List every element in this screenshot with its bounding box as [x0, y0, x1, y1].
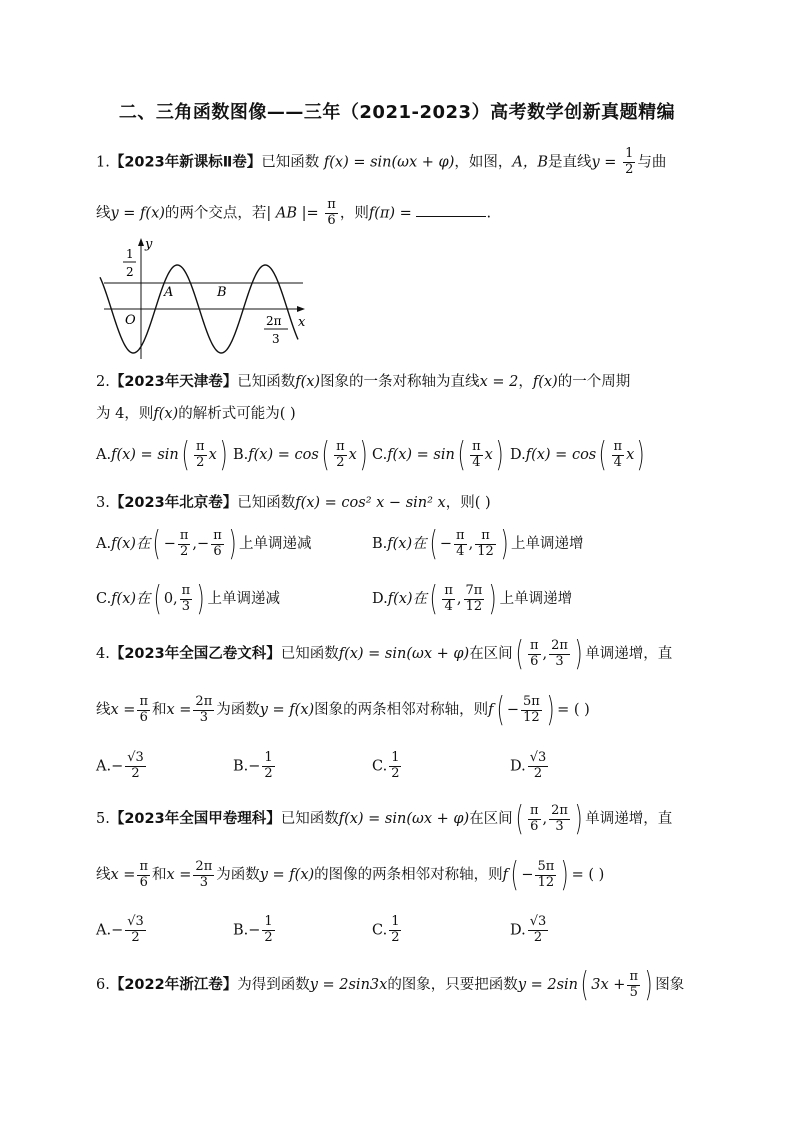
- point-a-label: A: [164, 285, 174, 300]
- question-4-line-2: 线x = $\frac{\pi}{6}$ 和x = $\frac{2\pi}{3}$ 为函数y = f(x)图象的两条相邻对称轴，则f( − $\frac{5\pi}{12}$ ) = ( ): [96, 690, 590, 730]
- q3-option-a[interactable]: A.f(x)在( − $\frac{\pi}{2}$ ,− $\frac{\pi}{6}$ ) 上单调递减: [96, 524, 312, 564]
- q4-option-d[interactable]: D. $\frac{√3}{2}$: [510, 750, 547, 781]
- question-source: 【2022年浙江卷】: [109, 977, 238, 993]
- page-title: 二、三角函数图像——三年（2021-2023）高考数学创新真题精编: [118, 102, 676, 123]
- question-1-line-1: [96, 147, 666, 178]
- question-text: 的一个周期: [557, 374, 631, 390]
- question-source: 【2023年新课标Ⅱ卷】: [109, 154, 262, 171]
- question-text: 已知函数: [261, 154, 320, 171]
- question-text: 线: [96, 205, 111, 222]
- fraction-pi-6: $\frac{\pi}{6}$: [327, 197, 336, 228]
- question-text: ，则( ): [445, 495, 491, 511]
- q3-option-c[interactable]: C.f(x)在( 0, $\frac{\pi}{3}$ ) 上单调递减: [96, 579, 280, 619]
- question-text: .: [486, 205, 492, 222]
- question-text: 图象的一条对称轴为直线: [320, 374, 480, 390]
- line-expression: y =: [591, 154, 617, 171]
- question-text: ，如图，: [454, 154, 513, 171]
- point-b-label: B: [217, 285, 227, 300]
- function-expression: y = 2sin3x: [309, 977, 388, 993]
- q3-option-b[interactable]: B.f(x)在( − $\frac{\pi}{4}$ , $\frac{\pi}{12}$ ) 上单调递增: [372, 524, 584, 564]
- function-expression: f(x) = cos² x − sin² x: [295, 495, 446, 511]
- question-5-line-1: 5.【2023年全国甲卷理科】已知函数f(x) = sin(ωx + φ)在区间( $\frac{\pi}{6}$ , $\frac{2\pi}{3}$ ) 单调递增，直: [96, 799, 673, 839]
- question-text: 线: [96, 867, 111, 883]
- curve-expression: y = f(x): [110, 205, 165, 222]
- question-text: 为函数: [216, 702, 260, 718]
- function-name: f(x): [153, 406, 179, 422]
- question-text: 为得到函数: [237, 977, 310, 993]
- question-text: 线: [96, 702, 111, 718]
- x-axis-label: x: [298, 315, 306, 330]
- question-source: 【2023年全国甲卷理科】: [109, 811, 281, 827]
- question-text: 的图像的两条相邻对称轴，则: [314, 867, 503, 883]
- q2-option-a[interactable]: A.f(x) = sin( $\frac{\pi}{2}$ x): [96, 435, 228, 475]
- question-text: 已知函数: [280, 811, 339, 827]
- question-text: 图象的两条相邻对称轴，则: [314, 702, 489, 718]
- question-text: 为函数: [216, 867, 260, 883]
- q2-option-b[interactable]: B.f(x) = cos( $\frac{\pi}{2}$ x): [233, 435, 368, 475]
- f-of-pi: f(π) =: [368, 205, 412, 222]
- question-text: 单调递增，直: [585, 646, 673, 662]
- question-text: ，则: [339, 205, 369, 222]
- question-text: ，: [518, 374, 533, 390]
- question-text: 的两个交点，若: [164, 205, 267, 222]
- question-text: 是直线: [548, 154, 592, 171]
- q4-option-c[interactable]: C. $\frac{1}{2}$: [372, 750, 400, 781]
- question-text: 单调递增，直: [585, 811, 673, 827]
- question-5-line-2: 线x = $\frac{\pi}{6}$ 和x = $\frac{2\pi}{3}$ 为函数y = f(x)的图像的两条相邻对称轴，则f( − $\frac{5\pi}{12}$ ) = ( ): [96, 855, 605, 895]
- function-name: f(x): [532, 374, 558, 390]
- sine-graph: [96, 234, 316, 364]
- q2-option-c[interactable]: C.f(x) = sin( $\frac{\pi}{4}$ x): [372, 435, 504, 475]
- question-text: 与曲: [637, 154, 667, 171]
- question-source: 【2023年全国乙卷文科】: [109, 646, 281, 662]
- question-text: 已知函数: [237, 374, 296, 390]
- interval-end: $\frac{2\pi}{3}$: [551, 637, 568, 669]
- y-axis-arrow-icon: [138, 238, 144, 246]
- question-source: 【2023年北京卷】: [109, 495, 238, 511]
- function-expression: f(x) = sin(ωx + φ): [323, 154, 455, 171]
- function-name: f(x): [295, 374, 321, 390]
- half-label-den: 2: [126, 265, 134, 279]
- question-2-line-1: [96, 375, 630, 390]
- question-3-line-1: [96, 496, 491, 511]
- half-label-num: 1: [126, 247, 134, 261]
- question-number: 3.: [96, 495, 110, 511]
- q5-option-a[interactable]: A.− $\frac{√3}{2}$: [96, 914, 144, 945]
- question-text: 的解析式可能为( ): [178, 406, 296, 422]
- question-text: 为 4，则: [96, 406, 154, 422]
- question-text: 的图象，只要把函数: [387, 977, 518, 993]
- interval-start: $\frac{\pi}{6}$: [529, 637, 539, 669]
- q5-option-c[interactable]: C. $\frac{1}{2}$: [372, 914, 400, 945]
- q2-option-d[interactable]: D.f(x) = cos( $\frac{\pi}{4}$ x): [510, 435, 645, 475]
- abs-ab: | AB |=: [266, 205, 319, 222]
- tick-label-num: 2π: [266, 314, 282, 328]
- question-text: 已知函数: [280, 646, 339, 662]
- function-expression: f(x) = sin(ωx + φ): [338, 811, 470, 827]
- origin-label: O: [125, 313, 136, 328]
- question-2-line-2: [96, 407, 296, 422]
- question-number: 6.: [96, 977, 110, 993]
- points-label: A，B: [512, 154, 548, 171]
- q4-option-a[interactable]: A.− $\frac{√3}{2}$: [96, 750, 144, 781]
- q5-option-d[interactable]: D. $\frac{√3}{2}$: [510, 914, 547, 945]
- q4-option-b[interactable]: B.− $\frac{1}{2}$: [233, 750, 273, 781]
- question-number: 1.: [96, 154, 110, 171]
- function-expression: y = 2sin: [517, 977, 579, 993]
- answer-blank[interactable]: [416, 204, 486, 217]
- question-text: 在区间: [469, 811, 513, 827]
- fraction-half: $\frac{1}{2}$: [625, 146, 634, 177]
- question-number: 4.: [96, 646, 110, 662]
- q3-option-d[interactable]: D.f(x)在( $\frac{\pi}{4}$ , $\frac{7\pi}{12}$ ) 上单调递增: [372, 579, 573, 619]
- question-text: 在区间: [469, 646, 513, 662]
- tick-label-den: 3: [272, 332, 280, 346]
- function-expression: f(x) = sin(ωx + φ): [338, 646, 470, 662]
- question-1-line-2: [96, 198, 491, 229]
- axis-expression: x = 2: [479, 374, 519, 390]
- question-text: 已知函数: [237, 495, 296, 511]
- question-source: 【2023年天津卷】: [109, 374, 238, 390]
- question-number: 5.: [96, 811, 110, 827]
- question-number: 2.: [96, 374, 110, 390]
- q5-option-b[interactable]: B.− $\frac{1}{2}$: [233, 914, 273, 945]
- question-text: 图象: [655, 977, 685, 993]
- question-4-line-1: 4.【2023年全国乙卷文科】已知函数f(x) = sin(ωx + φ)在区间( $\frac{\pi}{6}$ , $\frac{2\pi}{3}$ ) 单调递增，直: [96, 634, 673, 674]
- y-axis-label: y: [145, 237, 153, 252]
- x-axis-arrow-icon: [297, 306, 305, 312]
- question-6-line-1: 6.【2022年浙江卷】为得到函数y = 2sin3x的图象，只要把函数y = 2sin( 3x + $\frac{\pi}{5}$ ) 图象: [96, 965, 685, 1005]
